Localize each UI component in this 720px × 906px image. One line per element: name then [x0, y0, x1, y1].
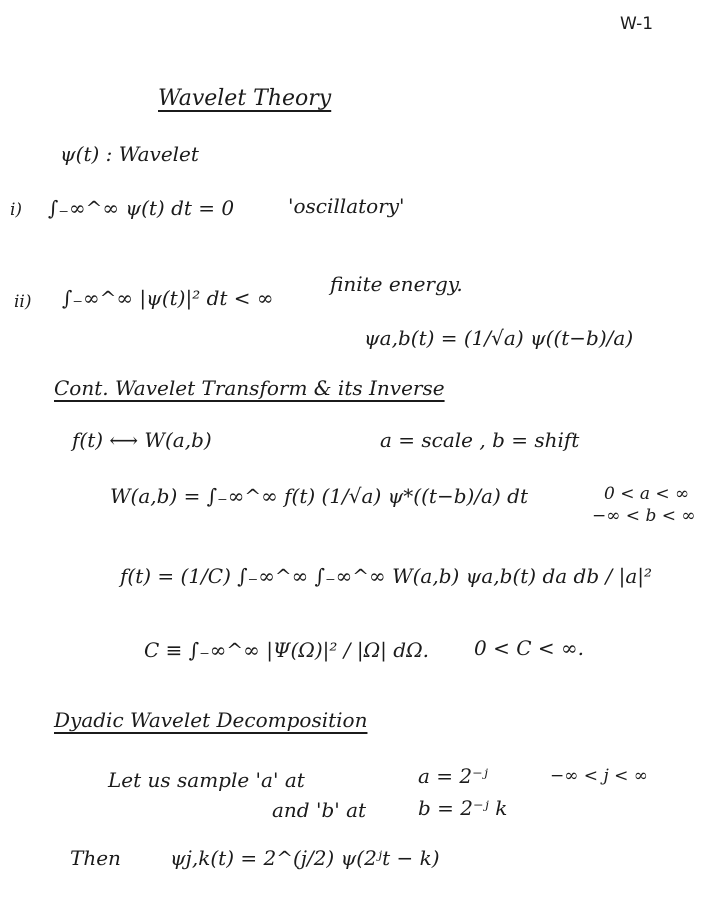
condition-i-formula: ∫₋∞^∞ ψ(t) dt = 0 — [48, 196, 235, 220]
page-title: Wavelet Theory — [158, 86, 332, 111]
psi-ab-definition: ψa,b(t) = (1/√a) ψ((t−b)/a) — [364, 326, 634, 350]
range-b: −∞ < b < ∞ — [592, 506, 696, 526]
sample-b-text: and 'b' at — [272, 798, 367, 822]
wavelet-intro: ψ(t) : Wavelet — [60, 142, 199, 166]
page-label: W-1 — [620, 14, 654, 34]
admissibility-constant: C ≡ ∫₋∞^∞ |Ψ(Ω)|² / |Ω| dΩ. — [144, 638, 430, 662]
dyadic-wavelet-formula: ψj,k(t) = 2^(j/2) ψ(2ʲt − k) — [170, 846, 440, 870]
admissibility-range: 0 < C < ∞. — [474, 636, 584, 660]
condition-ii-formula: ∫₋∞^∞ |ψ(t)|² dt < ∞ — [62, 286, 274, 310]
condition-i-note: 'oscillatory' — [288, 194, 405, 218]
sample-b-value: b = 2⁻ʲ k — [418, 796, 508, 820]
inverse-cwt-formula: f(t) = (1/C) ∫₋∞^∞ ∫₋∞^∞ W(a,b) ψa,b(t) da db / |a|² — [120, 564, 653, 588]
j-range: −∞ < j < ∞ — [550, 766, 648, 786]
cwt-formula: W(a,b) = ∫₋∞^∞ f(t) (1/√a) ψ*((t−b)/a) dt — [110, 484, 528, 508]
scale-shift-legend: a = scale , b = shift — [380, 428, 580, 452]
condition-ii-marker: ii) — [14, 292, 32, 312]
sample-a-text: Let us sample 'a' at — [108, 768, 305, 792]
transform-pair: f(t) ⟷ W(a,b) — [72, 428, 212, 452]
sample-a-value: a = 2⁻ʲ — [418, 764, 488, 788]
range-a: 0 < a < ∞ — [604, 484, 690, 504]
condition-i-marker: i) — [10, 200, 23, 220]
section-heading-cwt: Cont. Wavelet Transform & its Inverse — [54, 376, 445, 400]
condition-ii-note: finite energy. — [330, 272, 463, 296]
section-heading-dyadic: Dyadic Wavelet Decomposition — [54, 708, 368, 732]
then-word: Then — [70, 846, 121, 870]
